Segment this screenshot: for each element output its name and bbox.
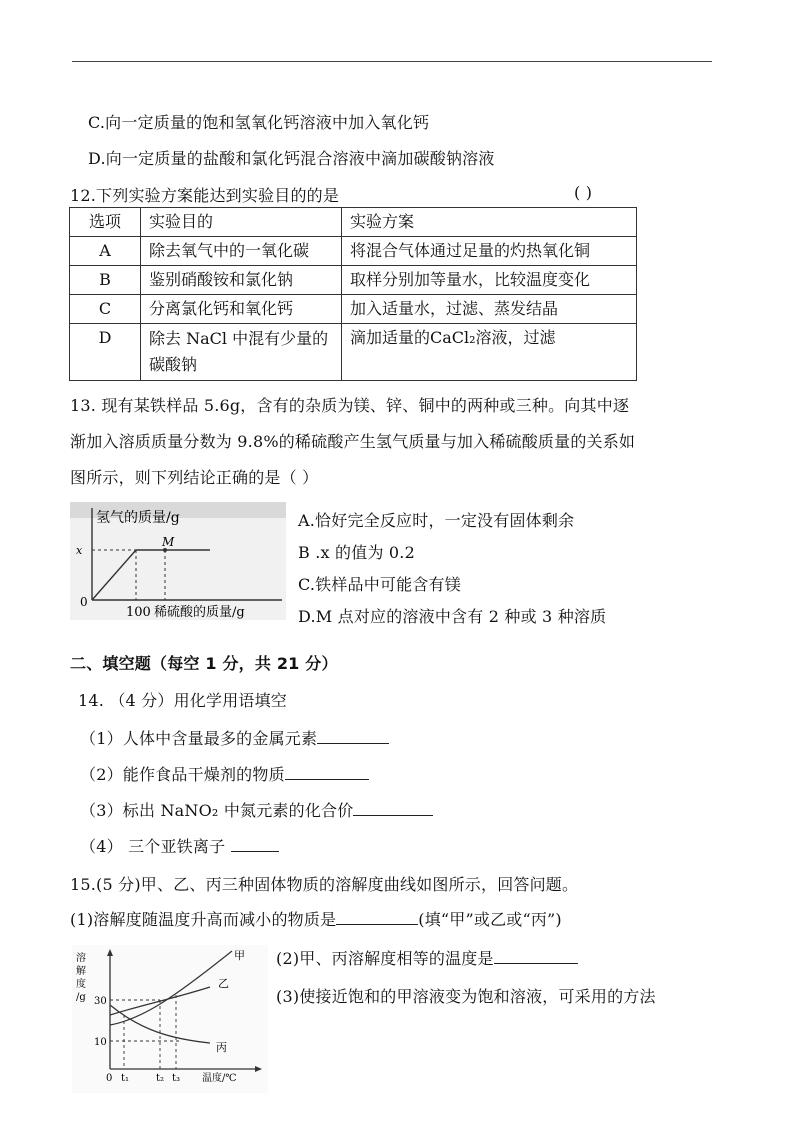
q13-graph-xtick: 100 xyxy=(126,605,151,620)
q14-part1 xyxy=(80,726,389,749)
q15-part1-hint: (填“甲”或乙或“丙”) xyxy=(418,910,562,929)
q15-ytick: 30 xyxy=(94,996,107,1007)
q15-part2 xyxy=(276,946,578,969)
q13-stem-line1: 13. 现有某铁样品 5.6g，含有的杂质为镁、锌、铜中的两种或三种。向其中逐 xyxy=(70,396,630,415)
table-cell: 取样分别加等量水，比较温度变化 xyxy=(342,266,637,295)
table-cell: 将混合气体通过足量的灼热氧化铜 xyxy=(342,237,637,266)
answer-blank[interactable] xyxy=(336,910,418,925)
q13-graph-ytick: x xyxy=(76,544,83,557)
answer-blank[interactable] xyxy=(231,837,279,852)
table-row xyxy=(70,237,637,266)
q13-option-d: D.M 点对应的溶液中含有 2 种或 3 种溶质 xyxy=(298,607,607,626)
table-row xyxy=(70,324,637,381)
table-cell: A xyxy=(70,237,141,266)
q14-part4-text: （4） 三个亚铁离子 xyxy=(80,837,231,856)
q15-ytick: 10 xyxy=(94,1037,107,1048)
table-cell: 加入适量水，过滤、蒸发结晶 xyxy=(342,295,637,324)
q13-graph-point-label: M xyxy=(162,535,175,549)
q15-curve-label-bing: 丙 xyxy=(216,1041,227,1054)
q15-ylabel-char: 度 xyxy=(76,979,86,990)
table-header-cell: 实验目的 xyxy=(141,208,342,237)
q14-part3-text: （3）标出 NaNO₂ 中氮元素的化合价 xyxy=(80,801,354,820)
q14-part2 xyxy=(80,762,369,785)
q11-option-d: D.向一定质量的盐酸和氯化钙混合溶液中滴加碳酸钠溶液 xyxy=(88,149,495,168)
table-header-cell: 选项 xyxy=(70,208,141,237)
table-row xyxy=(70,266,637,295)
q15-curve-label-yi: 乙 xyxy=(218,977,229,990)
answer-blank[interactable] xyxy=(494,949,578,964)
q14-part1-text: （1）人体中含量最多的金属元素 xyxy=(80,729,318,748)
q14-part2-text: （2）能作食品干燥剂的物质 xyxy=(80,765,285,784)
q14-stem: 14. （4 分）用化学用语填空 xyxy=(78,691,287,710)
q15-ylabel-char: 解 xyxy=(76,966,86,977)
q13-option-b: B .x 的值为 0.2 xyxy=(298,543,415,562)
answer-blank[interactable] xyxy=(285,765,369,780)
q15-ylabel-char: /g xyxy=(76,992,86,1003)
q13-stem-line3: 图所示，则下列结论正确的是（ ） xyxy=(70,468,319,487)
section-2-title: 二、填空题（每空 1 分，共 21 分） xyxy=(70,654,338,673)
table-cell: C xyxy=(70,295,141,324)
q15-curve-label-jia: 甲 xyxy=(234,949,245,962)
answer-blank[interactable] xyxy=(353,801,433,816)
q15-xlabel: 温度/℃ xyxy=(202,1073,237,1084)
q15-part1-text: (1)溶解度随温度升高而减小的物质是 xyxy=(70,910,337,929)
q15-xtick: t₁ xyxy=(121,1073,130,1084)
q13-option-a: A.恰好完全反应时，一定没有固体剩余 xyxy=(298,511,575,530)
q15-xtick: t₂ xyxy=(156,1073,165,1084)
q12-stem: 12.下列实验方案能达到实验目的的是 xyxy=(70,186,340,205)
q13-graph-origin: 0 xyxy=(80,595,88,609)
q15-stem: 15.(5 分)甲、乙、丙三种固体物质的溶解度曲线如图所示，回答问题。 xyxy=(70,875,579,894)
table-header-cell: 实验方案 xyxy=(342,208,637,237)
top-rule xyxy=(72,61,712,62)
q15-xtick: 0 xyxy=(106,1073,113,1084)
table-cell: D xyxy=(70,324,141,381)
table-cell: 除去 NaCl 中混有少量的碳酸钠 xyxy=(141,324,342,381)
q15-part1 xyxy=(70,907,562,930)
q15-ylabel-char: 溶 xyxy=(76,953,86,964)
q14-part3 xyxy=(80,798,433,821)
q13-hydrogen-graph xyxy=(70,502,286,620)
q13-graph-ylabel: 氢气的质量/g xyxy=(96,510,180,526)
q15-part3: (3)使接近饱和的甲溶液变为饱和溶液，可采用的方法 xyxy=(276,987,656,1006)
q13-graph-xlabel: 稀硫酸的质量/g xyxy=(154,605,245,620)
answer-blank[interactable] xyxy=(317,729,389,744)
table-cell: B xyxy=(70,266,141,295)
q13-stem-line2: 渐加入溶质质量分数为 9.8%的稀硫酸产生氢气质量与加入稀硫酸质量的关系如 xyxy=(70,432,636,451)
table-header-row xyxy=(70,208,637,237)
q15-solubility-graph xyxy=(72,945,268,1093)
q15-xtick: t₃ xyxy=(172,1073,181,1084)
q12-table xyxy=(69,207,637,381)
table-cell: 滴加适量的CaCl₂溶液，过滤 xyxy=(342,324,637,381)
table-cell: 除去氧气中的一氧化碳 xyxy=(141,237,342,266)
q13-option-c: C.铁样品中可能含有镁 xyxy=(298,575,461,594)
q15-part2-text: (2)甲、丙溶解度相等的温度是 xyxy=(276,949,494,968)
q11-option-c: C.向一定质量的饱和氢氧化钙溶液中加入氧化钙 xyxy=(88,113,430,132)
q12-answer-bracket: ( ) xyxy=(574,183,593,202)
table-cell: 分离氯化钙和氧化钙 xyxy=(141,295,342,324)
table-cell: 鉴别硝酸铵和氯化钠 xyxy=(141,266,342,295)
table-row xyxy=(70,295,637,324)
q14-part4 xyxy=(80,834,279,857)
